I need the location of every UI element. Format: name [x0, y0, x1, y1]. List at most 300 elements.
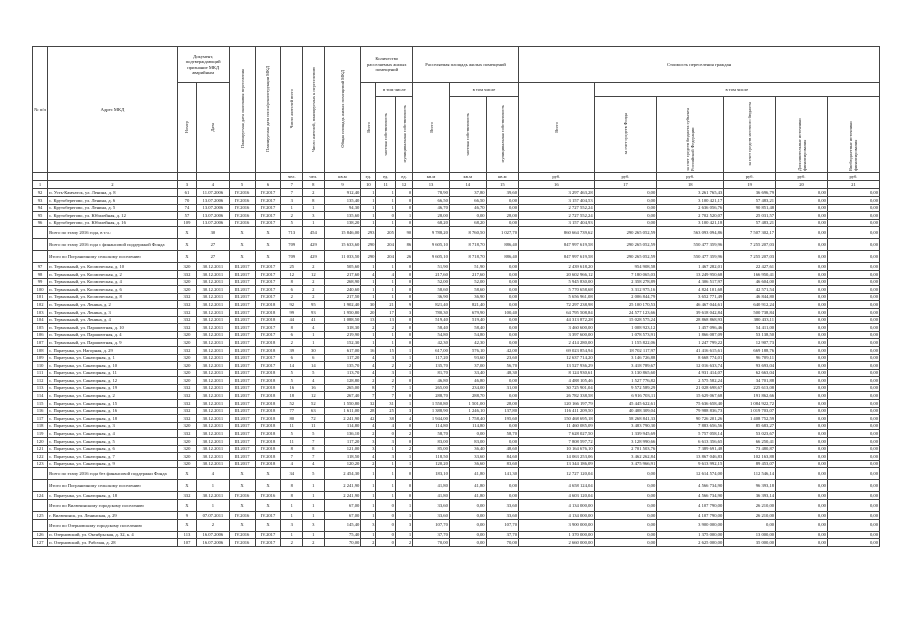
- table-cell: 0: [395, 219, 412, 227]
- table-cell: 0,00: [827, 377, 879, 385]
- table-row: [33, 270, 880, 278]
- table-cell: III.2017: [229, 278, 255, 286]
- unit-cell: кв.м: [486, 173, 518, 181]
- table-cell: 320: [177, 362, 196, 370]
- table-cell: 6: [281, 286, 303, 294]
- table-cell: 30.12.2011: [197, 278, 229, 286]
- address-cell: с. Паратунка, ул. Санаторная, д. 10: [48, 362, 178, 370]
- table-cell: 8 668 774,01: [657, 354, 724, 362]
- table-cell: 3: [376, 369, 395, 377]
- table-cell: 28 868 868,93: [657, 316, 724, 324]
- table-cell: 0,00: [486, 270, 518, 278]
- table-cell: 67,00: [324, 512, 361, 520]
- table-cell: IV.2016: [255, 492, 281, 500]
- table-cell: III.2017: [229, 331, 255, 339]
- table-cell: 332: [177, 270, 196, 278]
- table-cell: III.2017: [229, 293, 255, 301]
- table-cell: 204: [376, 239, 395, 251]
- address-cell: г. Вилючинск, ул. Ленинская, д. 29: [48, 512, 178, 520]
- table-cell: [33, 468, 48, 480]
- table-cell: 42,00: [486, 346, 518, 354]
- table-cell: 28: [361, 407, 376, 415]
- address-cell: п. Усть-Камчатск, ул. Ленина, д. 8: [48, 189, 178, 197]
- table-cell: 52: [281, 400, 303, 408]
- table-cell: 75 636 658,40: [657, 400, 724, 408]
- table-cell: 37,00: [449, 362, 486, 370]
- table-cell: 4 107 790,00: [657, 500, 724, 512]
- table-cell: 1 339 945,69: [594, 430, 657, 438]
- table-cell: IV.2018: [255, 346, 281, 354]
- col-plan-end-header: Планируемая дата окончания переселения: [229, 47, 255, 173]
- table-cell: 1: [197, 480, 229, 492]
- table-cell: 454: [303, 227, 325, 239]
- table-cell: 4 107 790,00: [657, 512, 724, 520]
- table-cell: 3: [376, 453, 395, 461]
- table-cell: 22 427,61: [724, 263, 776, 271]
- address-cell: с. Паратунка, ул. Санаторная, д. 12: [48, 377, 178, 385]
- table-cell: 52: [303, 400, 325, 408]
- table-cell: 2 241,90: [324, 480, 361, 492]
- unit-cell: руб.: [594, 173, 657, 181]
- table-cell: 9 788,20: [413, 227, 450, 239]
- table-cell: 0,00: [776, 308, 828, 316]
- table-cell: 0,00: [776, 251, 828, 263]
- table-cell: 1: [376, 204, 395, 212]
- table-cell: 8 718,70: [449, 251, 486, 263]
- table-cell: 1: [395, 531, 412, 539]
- table-cell: IV.2017: [255, 270, 281, 278]
- table-cell: 500 738,84: [724, 308, 776, 316]
- table-cell: 0,00: [827, 369, 879, 377]
- table-cell: 39: [281, 346, 303, 354]
- table-cell: 30.12.2011: [197, 270, 229, 278]
- unit-cell: кв.м: [413, 173, 450, 181]
- table-cell: 519,40: [449, 316, 486, 324]
- address-cell: с. Паратунка, ул. Санаторная, д. 1: [48, 354, 178, 362]
- table-cell: 217,50: [324, 293, 361, 301]
- table-cell: 72: [303, 415, 325, 423]
- table-cell: 318,30: [324, 324, 361, 332]
- table-cell: 5: [281, 377, 303, 385]
- table-cell: X: [229, 468, 255, 480]
- table-cell: 5: [281, 219, 303, 227]
- table-cell: 5 656 961,08: [519, 293, 595, 301]
- address-cell: п. Термальный, ул. Космическая, д. 2: [48, 270, 178, 278]
- table-cell: 83,00: [413, 438, 450, 446]
- table-cell: 120,20: [324, 460, 361, 468]
- table-cell: 66,50: [413, 197, 450, 205]
- table-cell: IV.2017: [255, 512, 281, 520]
- table-cell: 127: [33, 539, 48, 547]
- table-cell: 1 008 923,12: [594, 324, 657, 332]
- table-cell: 12 637 714,20: [519, 354, 595, 362]
- table-cell: 0,00: [827, 189, 879, 197]
- table-cell: 1 950,80: [324, 308, 361, 316]
- unit-cell: кв.м: [324, 173, 361, 181]
- table-cell: 121,00: [324, 445, 361, 453]
- table-cell: 70,00: [413, 539, 450, 547]
- table-cell: 69 023 854,94: [519, 346, 595, 354]
- table-cell: III.2017: [229, 415, 255, 423]
- table-cell: 30.12.2011: [197, 362, 229, 370]
- table-cell: 0,00: [827, 324, 879, 332]
- table-cell: 58,70: [486, 430, 518, 438]
- table-cell: 1: [361, 512, 376, 520]
- table-cell: 332: [177, 384, 196, 392]
- table-cell: IV.2017: [255, 286, 281, 294]
- table-cell: 332: [177, 346, 196, 354]
- table-cell: 5: [281, 369, 303, 377]
- unit-cell: чел.: [303, 173, 325, 181]
- table-cell: 113: [33, 384, 48, 392]
- table-cell: 79 988 836,73: [657, 407, 724, 415]
- table-cell: 36,60: [449, 460, 486, 468]
- table-cell: 27: [197, 239, 229, 251]
- table-cell: 0,00: [486, 263, 518, 271]
- table-body: [33, 189, 880, 546]
- table-cell: 4: [376, 270, 395, 278]
- table-cell: 13 867 046,83: [657, 453, 724, 461]
- table-cell: IV.2016: [229, 531, 255, 539]
- table-cell: 0,00: [776, 438, 828, 446]
- table-cell: 1: [395, 500, 412, 512]
- table-cell: 0,00: [594, 539, 657, 547]
- table-cell: [33, 500, 48, 512]
- table-cell: 0: [395, 438, 412, 446]
- table-cell: 0,00: [827, 422, 879, 430]
- table-cell: 57 483,21: [724, 219, 776, 227]
- table-cell: III.2017: [229, 384, 255, 392]
- table-cell: 0,00: [776, 384, 828, 392]
- table-cell: 0,00: [827, 453, 879, 461]
- table-cell: 1 088,50: [324, 316, 361, 324]
- table-cell: 7 389 691,48: [657, 445, 724, 453]
- table-cell: 3: [361, 519, 376, 531]
- table-cell: 51,90: [449, 263, 486, 271]
- table-cell: 1 388,90: [413, 407, 450, 415]
- table-cell: III.2017: [229, 286, 255, 294]
- table-cell: 35 000,00: [724, 539, 776, 547]
- table-cell: 0,00: [776, 445, 828, 453]
- table-cell: 0: [376, 430, 395, 438]
- table-cell: 30.12.2011: [197, 392, 229, 400]
- table-cell: 104: [33, 316, 48, 324]
- table-cell: 332: [177, 407, 196, 415]
- table-cell: 37,70: [413, 531, 450, 539]
- table-cell: 118: [33, 422, 48, 430]
- table-cell: IV.2017: [255, 293, 281, 301]
- table-cell: 13.07.2006: [197, 197, 229, 205]
- table-cell: 93: [303, 308, 325, 316]
- table-cell: 886,40: [486, 251, 518, 263]
- table-cell: 0,00: [449, 539, 486, 547]
- table-cell: 0: [395, 204, 412, 212]
- table-cell: 42: [361, 415, 376, 423]
- table-cell: 30.12.2011: [197, 438, 229, 446]
- column-number: 20: [776, 181, 828, 189]
- table-cell: 669 188,76: [724, 346, 776, 354]
- table-cell: 0: [395, 278, 412, 286]
- address-cell: п. Термальный, ул. Космическая, д. 10: [48, 263, 178, 271]
- table-cell: 332: [177, 301, 196, 309]
- table-cell: 102 163,88: [724, 453, 776, 461]
- table-cell: 58,60: [449, 286, 486, 294]
- table-cell: III.2017: [229, 377, 255, 385]
- table-cell: 9 605,10: [413, 251, 450, 263]
- table-cell: 0,00: [486, 293, 518, 301]
- table-cell: 0,00: [776, 324, 828, 332]
- table-cell: 234,00: [449, 384, 486, 392]
- table-cell: 0,00: [594, 519, 657, 531]
- column-number: 5: [229, 181, 255, 189]
- table-cell: 0: [376, 512, 395, 520]
- table-cell: 0,00: [776, 212, 828, 220]
- table-row: [33, 369, 880, 377]
- column-number: 14: [449, 181, 486, 189]
- table-cell: 0,00: [776, 512, 828, 520]
- table-cell: 0,00: [827, 438, 879, 446]
- table-cell: 30.12.2011: [197, 445, 229, 453]
- col-doc-number-header: Номер: [177, 83, 196, 173]
- table-cell: 30.12.2011: [197, 384, 229, 392]
- table-cell: 1 550,80: [413, 400, 450, 408]
- table-cell: 30.12.2011: [197, 316, 229, 324]
- table-cell: 20: [361, 308, 376, 316]
- table-cell: 14: [281, 362, 303, 370]
- table-cell: 3 312 975,16: [594, 286, 657, 294]
- table-cell: III.2017: [229, 316, 255, 324]
- table-cell: 2: [303, 263, 325, 271]
- unit-cell: [177, 173, 196, 181]
- table-cell: 5: [303, 468, 325, 480]
- table-cell: 219,90: [324, 331, 361, 339]
- table-cell: X: [255, 500, 281, 512]
- table-cell: 4: [281, 460, 303, 468]
- table-cell: 3 397 600,00: [519, 331, 595, 339]
- table-cell: 3: [395, 407, 412, 415]
- table-cell: 13 527 936,29: [519, 362, 595, 370]
- table-cell: 1 611,00: [324, 407, 361, 415]
- table-cell: 2: [361, 539, 376, 547]
- table-cell: 7: [361, 392, 376, 400]
- table-cell: X: [229, 500, 255, 512]
- table-cell: 33,40: [449, 369, 486, 377]
- subtotal-row: [33, 500, 880, 512]
- table-cell: 41 416 615,61: [657, 346, 724, 354]
- table-cell: 120,20: [413, 460, 450, 468]
- table-cell: 114,80: [413, 422, 450, 430]
- table-cell: 0,00: [449, 531, 486, 539]
- table-cell: 5 757 058,14: [657, 430, 724, 438]
- table-cell: 1: [303, 480, 325, 492]
- table-cell: 30.12.2011: [197, 453, 229, 461]
- table-cell: 3 100 421,17: [657, 197, 724, 205]
- table-cell: X: [255, 519, 281, 531]
- unit-cell: [48, 173, 178, 181]
- address-cell: с. Крутобереговo, ул. Ленина, д. 5: [48, 204, 178, 212]
- table-cell: 2: [303, 278, 325, 286]
- table-cell: 0: [395, 392, 412, 400]
- address-cell: с. Паратунка, ул. Санаторная, д. 4: [48, 430, 178, 438]
- table-cell: 11 460 085,09: [519, 422, 595, 430]
- table-cell: III.2017: [229, 438, 255, 446]
- table-cell: 15 028 575,24: [594, 316, 657, 324]
- subtotal-row: [33, 239, 880, 251]
- address-cell: с. Крутобереговo, ул. Юбилейная, д. 16: [48, 219, 178, 227]
- table-cell: 0,00: [486, 331, 518, 339]
- table-cell: 58,60: [413, 286, 450, 294]
- table-cell: 6: [303, 354, 325, 362]
- table-cell: 0,00: [776, 316, 828, 324]
- unit-cell: ед.: [361, 173, 376, 181]
- table-cell: 1: [395, 453, 412, 461]
- table-cell: 3: [281, 197, 303, 205]
- table-cell: 320: [177, 445, 196, 453]
- table-cell: 9 572 589,29: [594, 384, 657, 392]
- table-cell: 107,70: [486, 519, 518, 531]
- table-cell: 0: [395, 270, 412, 278]
- table-cell: 6: [281, 331, 303, 339]
- table-cell: 0,00: [776, 539, 828, 547]
- table-cell: 94,30: [324, 204, 361, 212]
- table-cell: 107: [177, 539, 196, 547]
- table-cell: 30.12.2011: [197, 430, 229, 438]
- table-cell: 1: [303, 339, 325, 347]
- table-row: [33, 219, 880, 227]
- table-row: [33, 331, 880, 339]
- table-cell: IV.2018: [255, 460, 281, 468]
- table-cell: 74: [177, 204, 196, 212]
- column-number: 8: [303, 181, 325, 189]
- col-cost-total-header: Всего: [519, 83, 595, 173]
- table-cell: 0,00: [827, 445, 879, 453]
- table-cell: 33,60: [449, 453, 486, 461]
- col-fund-header: за счет средств Фонда: [594, 97, 657, 173]
- table-cell: 217,60: [449, 270, 486, 278]
- table-cell: 0,00: [449, 512, 486, 520]
- table-cell: 98: [33, 270, 48, 278]
- table-cell: 290 265 052,59: [594, 239, 657, 251]
- address-cell: с. Паратунка, ул. Санаторная, д. 2: [48, 392, 178, 400]
- table-cell: 150 468 695,18: [519, 415, 595, 423]
- table-cell: 0,00: [827, 301, 879, 309]
- unit-cell: ед.: [395, 173, 412, 181]
- table-cell: 0,00: [594, 492, 657, 500]
- address-cell: п. Термальный, ул. Ленина, д. 3: [48, 308, 178, 316]
- table-cell: 1: [395, 384, 412, 392]
- table-cell: 2 006 844,79: [594, 293, 657, 301]
- table-row: [33, 278, 880, 286]
- col-rooms-municipal-header: муниципальная собственность: [395, 97, 412, 173]
- table-cell: 576,10: [449, 346, 486, 354]
- table-cell: 0,00: [827, 219, 879, 227]
- col-rooms-total-header: Всего: [361, 83, 376, 173]
- table-cell: 860 664 739,62: [519, 227, 595, 239]
- table-cell: 3: [303, 212, 325, 220]
- table-cell: 617,00: [324, 346, 361, 354]
- table-cell: 2: [361, 324, 376, 332]
- table-cell: X: [229, 480, 255, 492]
- table-cell: 240,60: [324, 286, 361, 294]
- col-area-settle-header: Расселяемая площадь жилых помещений: [413, 47, 519, 83]
- col-number-header: № п/п: [33, 47, 48, 173]
- table-row: [33, 308, 880, 316]
- col-area-incl-header: в том числе: [449, 83, 518, 97]
- table-cell: 1 527 776,82: [594, 377, 657, 385]
- table-cell: 3 460 600,00: [519, 324, 595, 332]
- table-cell: 58,70: [413, 430, 450, 438]
- table-cell: 0,00: [776, 500, 828, 512]
- table-cell: 13 344 186,09: [519, 460, 595, 468]
- table-row: [33, 392, 880, 400]
- table-cell: 0,00: [776, 415, 828, 423]
- table-cell: 95: [303, 301, 325, 309]
- table-cell: 70,00: [324, 539, 361, 547]
- table-cell: 2 414 280,00: [519, 339, 595, 347]
- table-cell: 81,70: [413, 369, 450, 377]
- table-cell: 1: [361, 500, 376, 512]
- column-number: 13: [413, 181, 450, 189]
- table-row: [33, 445, 880, 453]
- table-cell: 26 210,00: [724, 500, 776, 512]
- table-cell: 0,00: [776, 301, 828, 309]
- table-cell: 106: [33, 331, 48, 339]
- table-cell: 6 613 356,65: [657, 438, 724, 446]
- table-cell: 1: [361, 492, 376, 500]
- table-cell: 8: [303, 445, 325, 453]
- table-cell: 36,90: [413, 293, 450, 301]
- table-cell: 13: [376, 316, 395, 324]
- table-cell: 5: [303, 430, 325, 438]
- table-cell: 93: [33, 197, 48, 205]
- table-cell: 320: [177, 422, 196, 430]
- unit-cell: руб.: [657, 173, 724, 181]
- table-cell: 1: [197, 500, 229, 512]
- table-cell: 26 782 338,58: [519, 392, 595, 400]
- table-cell: 1: [361, 468, 376, 480]
- table-cell: 320: [177, 369, 196, 377]
- table-cell: 11: [281, 422, 303, 430]
- table-cell: [33, 251, 48, 263]
- table-cell: 290: [361, 251, 376, 263]
- table-cell: IV.2018: [255, 430, 281, 438]
- table-cell: 0,00: [776, 346, 828, 354]
- table-cell: 1: [361, 212, 376, 220]
- table-cell: IV.2017: [255, 263, 281, 271]
- table-cell: 30 725 901,04: [519, 384, 595, 392]
- table-cell: 505,60: [324, 263, 361, 271]
- address-cell: Итого по Пограничному сельскому поселению: [48, 480, 178, 492]
- table-cell: 94: [33, 204, 48, 212]
- table-cell: 3 297 463,28: [519, 189, 595, 197]
- table-cell: 0,00: [827, 384, 879, 392]
- table-cell: 31,00: [486, 384, 518, 392]
- table-cell: 3 261 765,43: [657, 189, 724, 197]
- table-row: [33, 415, 880, 423]
- table-cell: 191 862,66: [724, 392, 776, 400]
- table-cell: 4 658 124,04: [519, 480, 595, 492]
- table-cell: 0,00: [486, 339, 518, 347]
- table-cell: 37,80: [449, 189, 486, 197]
- table-cell: 1: [395, 212, 412, 220]
- table-cell: 41: [303, 316, 325, 324]
- table-cell: 1 019 703,07: [724, 407, 776, 415]
- table-cell: 93,60: [449, 354, 486, 362]
- table-cell: 30: [197, 227, 229, 239]
- table-cell: 8 760,50: [449, 227, 486, 239]
- table-cell: 30: [303, 346, 325, 354]
- table-cell: 4 603 120,04: [519, 492, 595, 500]
